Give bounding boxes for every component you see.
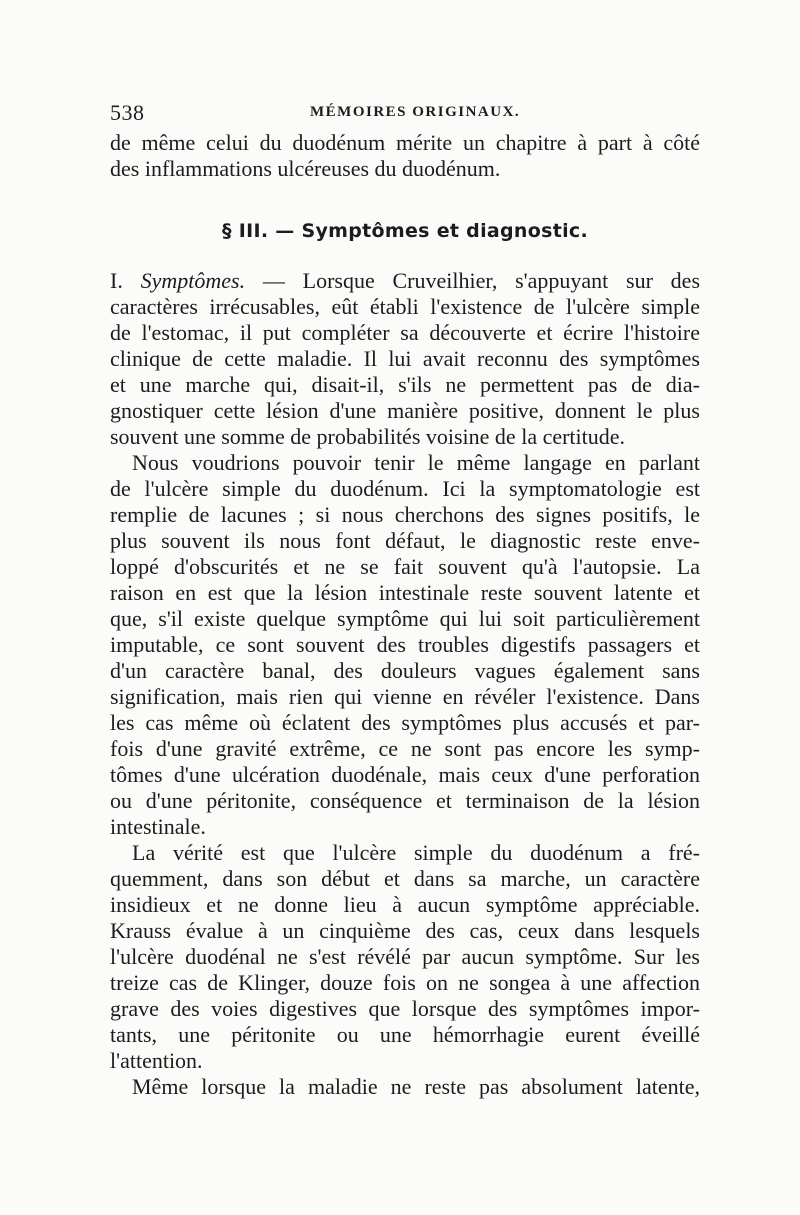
text-line: insidieux et ne donne lieu à aucun symptôme appréciable.	[110, 892, 700, 917]
section-heading: § III. — Symptômes et diagnostic.	[222, 220, 588, 242]
running-title: MÉMOIRES ORIGINAUX.	[310, 104, 521, 120]
text-line: raison en est que la lésion intestinale reste souvent latente et	[110, 580, 700, 605]
text-line: remplie de lacunes ; si nous cherchons des signes positifs, le	[110, 502, 700, 527]
text-line: signification, mais rien qui vienne en révéler l'existence. Dans	[110, 684, 700, 709]
text-line: l'attention.	[110, 1048, 203, 1073]
text-line: Krauss évalue à un cinquième des cas, ceux dans lesquels	[110, 918, 700, 943]
lead-text: — Lorsque Cruveilhier, s'appuyant sur des	[262, 268, 700, 293]
text-line: Nous voudrions pouvoir tenir le même langage en parlant	[132, 450, 700, 475]
text-line: tants, une péritonite ou une hémorrhagie eurent éveillé	[110, 1022, 700, 1047]
text-line: treize cas de Klinger, douze fois on ne songea à une affection	[110, 970, 700, 995]
text-line: caractères irrécusables, eût établi l'existence de l'ulcère simple	[110, 294, 700, 319]
text-line: de même celui du duodénum mérite un chapitre à part à côté	[110, 130, 700, 155]
text-line-lead	[110, 268, 700, 294]
text-line: fois d'une gravité extrême, ce ne sont pas encore les symp-	[110, 736, 700, 761]
text-line: grave des voies digestives que lorsque des symptômes impor-	[110, 996, 700, 1021]
subsection-number: I.	[110, 268, 123, 293]
text-line: que, s'il existe quelque symptôme qui lui soit particulièrement	[110, 606, 700, 631]
text-line: loppé d'obscurités et ne se fait souvent qu'à l'autopsie. La	[110, 554, 700, 579]
text-line: d'un caractère banal, des douleurs vagues également sans	[110, 658, 700, 683]
page-header	[110, 100, 700, 130]
text-line: imputable, ce sont souvent des troubles digestifs passagers et	[110, 632, 700, 657]
text-line: de l'estomac, il put compléter sa découverte et écrire l'histoire	[110, 320, 700, 345]
text-line: gnostiquer cette lésion d'une manière positive, donnent le plus	[110, 398, 700, 423]
text-line: tômes d'une ulcération duodénale, mais ceux d'une perforation	[110, 762, 700, 787]
text-line: et une marche qui, disait-il, s'ils ne permettent pas de dia-	[110, 372, 700, 397]
text-line: quemment, dans son début et dans sa marche, un caractère	[110, 866, 700, 891]
page-number: 538	[110, 100, 145, 125]
text-line: intestinale.	[110, 814, 206, 839]
text-line: clinique de cette maladie. Il lui avait reconnu des symptômes	[110, 346, 700, 371]
text-line: des inflammations ulcéreuses du duodénum.	[110, 156, 501, 181]
text-line: Même lorsque la maladie ne reste pas absolument latente,	[132, 1074, 700, 1099]
text-line: plus souvent ils nous font défaut, le diagnostic reste enve-	[110, 528, 700, 553]
body-text	[110, 130, 700, 1100]
text-line: ou d'une péritonite, conséquence et terminaison de la lésion	[110, 788, 700, 813]
spacer	[110, 182, 700, 216]
spacer	[110, 246, 700, 268]
text-line: de l'ulcère simple du duodénum. Ici la symptomatologie est	[110, 476, 700, 501]
subsection-label: Symptômes.	[140, 268, 246, 293]
text-line: les cas même où éclatent des symptômes plus accusés et par-	[110, 710, 700, 735]
text-line: souvent une somme de probabilités voisine de la certitude.	[110, 424, 626, 449]
text-line: La vérité est que l'ulcère simple du duodénum a fré-	[132, 840, 700, 865]
text-line: l'ulcère duodénal ne s'est révélé par aucun symptôme. Sur les	[110, 944, 700, 969]
